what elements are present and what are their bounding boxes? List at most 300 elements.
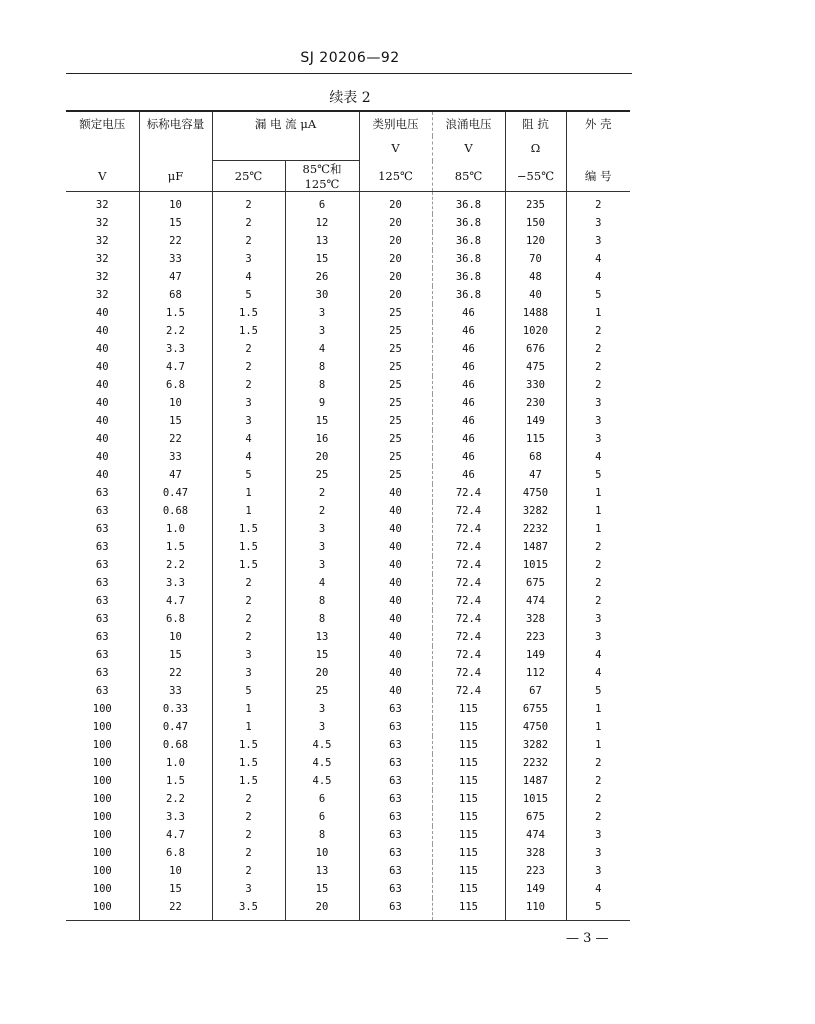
category-voltage-cell: 25 — [359, 394, 432, 412]
impedance-cell: 1487 — [505, 538, 566, 556]
rated-voltage-cell: 100 — [92, 739, 112, 751]
surge-voltage-cell: 72.4 — [432, 520, 505, 538]
leakage-25c-cell: 5 — [212, 682, 285, 700]
surge-voltage-cell: 46 — [432, 358, 505, 376]
category-voltage-cell: 25 — [359, 322, 432, 340]
impedance-cell: 4750 — [505, 718, 566, 736]
case-code-cell: 5 — [566, 466, 630, 484]
category-voltage-cell: 63 — [359, 754, 432, 772]
category-voltage-cell: 40 — [359, 682, 432, 700]
case-code-cell: 3 — [566, 862, 630, 880]
capacitance-cell: 4.7 — [139, 358, 212, 376]
leakage-85-125c-cell: 9 — [285, 394, 359, 412]
capacitance-cell: 1.5 — [139, 304, 212, 322]
rated-voltage-cell: 63 — [95, 487, 109, 499]
capacitance-cell: 0.68 — [139, 736, 212, 754]
capacitance-cell: 47 — [139, 466, 212, 484]
leakage-25c-cell: 1.5 — [212, 556, 285, 574]
impedance-cell: 3282 — [505, 736, 566, 754]
rated-voltage-cell: 100 — [92, 811, 112, 823]
capacitance-cell: 15 — [139, 646, 212, 664]
leakage-25c-cell: 1.5 — [212, 520, 285, 538]
document-code: SJ 20206—92 — [300, 50, 400, 66]
rated-voltage-cell: 40 — [95, 343, 109, 355]
category-voltage-cell: 40 — [359, 592, 432, 610]
rated-voltage-cell: 100 — [92, 847, 112, 859]
category-voltage-cell: 63 — [359, 844, 432, 862]
surge-voltage-cell: 115 — [432, 772, 505, 790]
leakage-25c-cell: 1 — [212, 484, 285, 502]
surge-voltage-cell: 72.4 — [432, 574, 505, 592]
rated-voltage-cell: 100 — [92, 793, 112, 805]
impedance-cell: 149 — [505, 880, 566, 898]
leakage-85-125c-cell: 13 — [285, 628, 359, 646]
category-voltage-cell: 25 — [359, 304, 432, 322]
category-voltage-cell: 63 — [359, 718, 432, 736]
leakage-85-125c-cell: 4.5 — [285, 772, 359, 790]
leakage-85-125c-cell: 20 — [285, 664, 359, 682]
table-title: 续表 2 — [329, 90, 371, 106]
header-surge-voltage-unit: V — [432, 136, 505, 161]
header-filler — [139, 136, 212, 161]
leakage-25c-cell: 3 — [212, 250, 285, 268]
leakage-25c-cell: 1.5 — [212, 754, 285, 772]
leakage-85-125c-cell: 3 — [285, 718, 359, 736]
capacitance-cell: 33 — [139, 682, 212, 700]
impedance-cell: 328 — [505, 610, 566, 628]
header-filler — [66, 136, 139, 161]
surge-voltage-cell: 36.8 — [432, 250, 505, 268]
capacitance-cell: 22 — [139, 232, 212, 250]
capacitance-cell: 2.2 — [139, 322, 212, 340]
case-code-cell: 2 — [566, 192, 630, 215]
leakage-25c-cell: 3 — [212, 412, 285, 430]
capacitance-cell: 10 — [139, 394, 212, 412]
impedance-cell: 675 — [505, 574, 566, 592]
rated-voltage-cell: 100 — [92, 703, 112, 715]
case-code-cell: 2 — [566, 538, 630, 556]
rated-voltage-cell: 100 — [92, 883, 112, 895]
impedance-cell: 1015 — [505, 556, 566, 574]
category-voltage-cell: 40 — [359, 538, 432, 556]
surge-voltage-cell: 46 — [432, 394, 505, 412]
rated-voltage-cell: 63 — [95, 505, 109, 517]
leakage-85-125c-cell: 20 — [285, 448, 359, 466]
table-row — [66, 844, 630, 862]
table-row — [66, 610, 630, 628]
table-row — [66, 412, 630, 430]
table-row — [66, 268, 630, 286]
capacitance-cell: 15 — [139, 214, 212, 232]
capacitance-cell: 1.0 — [139, 520, 212, 538]
surge-voltage-cell: 115 — [432, 754, 505, 772]
capacitance-cell: 1.5 — [139, 772, 212, 790]
impedance-cell: 110 — [505, 898, 566, 921]
spec-table — [66, 110, 630, 921]
leakage-85-125c-cell: 3 — [285, 520, 359, 538]
surge-voltage-cell: 72.4 — [432, 556, 505, 574]
surge-voltage-cell: 72.4 — [432, 628, 505, 646]
surge-voltage-cell: 115 — [432, 808, 505, 826]
case-code-cell: 2 — [566, 772, 630, 790]
leakage-25c-cell: 2 — [212, 610, 285, 628]
category-voltage-cell: 25 — [359, 340, 432, 358]
leakage-85-125c-cell: 25 — [285, 682, 359, 700]
table-row — [66, 430, 630, 448]
table-row — [66, 808, 630, 826]
header-leakage-current: 漏 电 流 μA — [212, 111, 359, 136]
leakage-85-125c-cell: 8 — [285, 358, 359, 376]
leakage-25c-cell: 4 — [212, 448, 285, 466]
surge-voltage-cell: 72.4 — [432, 592, 505, 610]
table-row — [66, 664, 630, 682]
leakage-25c-cell: 3 — [212, 646, 285, 664]
surge-voltage-cell: 36.8 — [432, 214, 505, 232]
case-code-cell: 4 — [566, 268, 630, 286]
category-voltage-cell: 40 — [359, 628, 432, 646]
surge-voltage-cell: 46 — [432, 304, 505, 322]
table-row — [66, 376, 630, 394]
capacitance-cell: 4.7 — [139, 592, 212, 610]
leakage-25c-cell: 1.5 — [212, 322, 285, 340]
rated-voltage-cell: 63 — [95, 613, 109, 625]
table-row — [66, 394, 630, 412]
leakage-25c-cell: 5 — [212, 286, 285, 304]
case-code-cell: 3 — [566, 610, 630, 628]
case-code-cell: 3 — [566, 394, 630, 412]
table-row — [66, 880, 630, 898]
table-row — [66, 448, 630, 466]
impedance-cell: 1488 — [505, 304, 566, 322]
leakage-25c-cell: 2 — [212, 192, 285, 215]
case-code-cell: 3 — [566, 844, 630, 862]
table-row — [66, 322, 630, 340]
capacitance-cell: 10 — [139, 628, 212, 646]
table-row — [66, 520, 630, 538]
impedance-cell: 4750 — [505, 484, 566, 502]
leakage-25c-cell: 1.5 — [212, 538, 285, 556]
leakage-25c-cell: 1 — [212, 502, 285, 520]
rated-voltage-cell: 100 — [92, 757, 112, 769]
table-row — [66, 592, 630, 610]
table-row — [66, 862, 630, 880]
leakage-85-125c-cell: 10 — [285, 844, 359, 862]
leakage-85-125c-cell: 15 — [285, 412, 359, 430]
leakage-85-125c-cell: 25 — [285, 466, 359, 484]
surge-voltage-cell: 46 — [432, 340, 505, 358]
category-voltage-cell: 40 — [359, 502, 432, 520]
category-voltage-cell: 25 — [359, 358, 432, 376]
impedance-cell: 1487 — [505, 772, 566, 790]
leakage-85-125c-cell: 6 — [285, 808, 359, 826]
leakage-85-125c-cell: 20 — [285, 898, 359, 921]
surge-voltage-cell: 46 — [432, 412, 505, 430]
table-row — [66, 358, 630, 376]
rated-voltage-cell: 100 — [66, 898, 139, 921]
rated-voltage-cell: 40 — [95, 379, 109, 391]
rated-voltage-cell: 40 — [95, 361, 109, 373]
leakage-25c-cell: 5 — [212, 466, 285, 484]
header-leakage-85-125c: 85℃和125℃ — [285, 161, 359, 192]
case-code-cell: 3 — [566, 232, 630, 250]
case-code-cell: 3 — [566, 628, 630, 646]
leakage-25c-cell: 2 — [212, 862, 285, 880]
surge-voltage-cell: 115 — [432, 718, 505, 736]
leakage-25c-cell: 1 — [212, 718, 285, 736]
case-code-cell: 1 — [566, 502, 630, 520]
leakage-85-125c-cell: 6 — [285, 790, 359, 808]
category-voltage-cell: 63 — [359, 862, 432, 880]
impedance-cell: 1020 — [505, 322, 566, 340]
case-code-cell: 5 — [566, 286, 630, 304]
leakage-85-125c-cell: 4 — [285, 340, 359, 358]
case-code-cell: 2 — [566, 754, 630, 772]
capacitance-cell: 10 — [139, 862, 212, 880]
rated-voltage-cell: 40 — [95, 469, 109, 481]
rated-voltage-cell: 40 — [95, 325, 109, 337]
surge-voltage-cell: 46 — [432, 376, 505, 394]
impedance-cell: 223 — [505, 862, 566, 880]
surge-voltage-cell: 115 — [432, 736, 505, 754]
rated-voltage-cell: 100 — [92, 865, 112, 877]
surge-voltage-cell: 36.8 — [432, 232, 505, 250]
category-voltage-cell: 63 — [359, 790, 432, 808]
table-row — [66, 898, 630, 921]
leakage-85-125c-cell: 3 — [285, 538, 359, 556]
surge-voltage-cell: 115 — [432, 700, 505, 718]
leakage-25c-cell: 3 — [212, 880, 285, 898]
impedance-cell: 70 — [505, 250, 566, 268]
table-row — [66, 646, 630, 664]
category-voltage-cell: 25 — [359, 430, 432, 448]
header-surge-voltage: 浪涌电压 — [432, 111, 505, 136]
impedance-cell: 474 — [505, 826, 566, 844]
header-impedance-unit: Ω — [505, 136, 566, 161]
category-voltage-cell: 20 — [359, 286, 432, 304]
category-voltage-cell: 20 — [359, 192, 432, 215]
rated-voltage-cell: 63 — [95, 685, 109, 697]
impedance-cell: 67 — [505, 682, 566, 700]
header-leakage-25c: 25℃ — [212, 161, 285, 192]
category-voltage-cell: 63 — [359, 898, 432, 921]
category-voltage-cell: 40 — [359, 610, 432, 628]
leakage-25c-cell: 2 — [212, 574, 285, 592]
leakage-25c-cell: 2 — [212, 808, 285, 826]
impedance-cell: 2232 — [505, 754, 566, 772]
surge-voltage-cell: 72.4 — [432, 646, 505, 664]
surge-voltage-cell: 115 — [432, 844, 505, 862]
category-voltage-cell: 40 — [359, 520, 432, 538]
capacitance-cell: 22 — [139, 898, 212, 921]
leakage-85-125c-cell: 15 — [285, 250, 359, 268]
table-row — [66, 682, 630, 700]
header-impedance-temp: −55℃ — [505, 161, 566, 192]
case-code-cell: 3 — [566, 826, 630, 844]
surge-voltage-cell: 115 — [432, 826, 505, 844]
surge-voltage-cell: 36.8 — [432, 268, 505, 286]
case-code-cell: 3 — [566, 430, 630, 448]
table-row — [66, 718, 630, 736]
category-voltage-cell: 25 — [359, 448, 432, 466]
case-code-cell: 2 — [566, 376, 630, 394]
table-body — [66, 192, 630, 921]
capacitance-cell: 68 — [139, 286, 212, 304]
case-code-cell: 2 — [566, 592, 630, 610]
leakage-25c-cell: 2 — [212, 340, 285, 358]
surge-voltage-cell: 72.4 — [432, 610, 505, 628]
category-voltage-cell: 40 — [359, 664, 432, 682]
leakage-85-125c-cell: 4.5 — [285, 754, 359, 772]
capacitance-cell: 22 — [139, 664, 212, 682]
leakage-25c-cell: 2 — [212, 592, 285, 610]
rated-voltage-cell: 63 — [95, 523, 109, 535]
table-row — [66, 192, 630, 215]
table-row — [66, 538, 630, 556]
case-code-cell: 4 — [566, 448, 630, 466]
table-row — [66, 574, 630, 592]
table-row — [66, 304, 630, 322]
capacitance-cell: 4.7 — [139, 826, 212, 844]
capacitance-cell: 47 — [139, 268, 212, 286]
rated-voltage-cell: 32 — [95, 199, 109, 211]
header-category-voltage-temp: 125℃ — [359, 161, 432, 192]
leakage-85-125c-cell: 13 — [285, 232, 359, 250]
table-row — [66, 340, 630, 358]
table-row — [66, 790, 630, 808]
rated-voltage-cell: 40 — [95, 307, 109, 319]
leakage-25c-cell: 4 — [212, 430, 285, 448]
impedance-cell: 149 — [505, 412, 566, 430]
leakage-85-125c-cell: 8 — [285, 610, 359, 628]
case-code-cell: 1 — [566, 700, 630, 718]
surge-voltage-cell: 46 — [432, 466, 505, 484]
rated-voltage-cell: 63 — [95, 595, 109, 607]
leakage-25c-cell: 2 — [212, 232, 285, 250]
table-row — [66, 628, 630, 646]
impedance-cell: 47 — [505, 466, 566, 484]
rated-voltage-cell: 63 — [95, 559, 109, 571]
case-code-cell: 1 — [566, 718, 630, 736]
surge-voltage-cell: 36.8 — [432, 192, 505, 215]
surge-voltage-cell: 46 — [432, 322, 505, 340]
header-category-voltage-unit: V — [359, 136, 432, 161]
leakage-25c-cell: 3 — [212, 664, 285, 682]
leakage-85-125c-cell: 2 — [285, 502, 359, 520]
surge-voltage-cell: 72.4 — [432, 484, 505, 502]
leakage-85-125c-cell: 6 — [285, 192, 359, 215]
case-code-cell: 4 — [566, 664, 630, 682]
category-voltage-cell: 20 — [359, 250, 432, 268]
surge-voltage-cell: 46 — [432, 448, 505, 466]
case-code-cell: 5 — [566, 898, 630, 921]
leakage-85-125c-cell: 8 — [285, 592, 359, 610]
leakage-85-125c-cell: 4.5 — [285, 736, 359, 754]
leakage-85-125c-cell: 15 — [285, 880, 359, 898]
surge-voltage-cell: 72.4 — [432, 682, 505, 700]
case-code-cell: 2 — [566, 322, 630, 340]
table-row — [66, 214, 630, 232]
leakage-85-125c-cell: 30 — [285, 286, 359, 304]
header-case-code: 编 号 — [566, 161, 630, 192]
rated-voltage-cell: 40 — [95, 415, 109, 427]
surge-voltage-cell: 72.4 — [432, 502, 505, 520]
case-code-cell: 3 — [566, 214, 630, 232]
surge-voltage-cell: 115 — [432, 790, 505, 808]
category-voltage-cell: 63 — [359, 826, 432, 844]
impedance-cell: 328 — [505, 844, 566, 862]
rated-voltage-cell: 40 — [95, 433, 109, 445]
rated-voltage-cell: 100 — [92, 721, 112, 733]
category-voltage-cell: 40 — [359, 574, 432, 592]
category-voltage-cell: 40 — [359, 484, 432, 502]
rated-voltage-cell: 63 — [95, 667, 109, 679]
table-row — [66, 250, 630, 268]
table-row — [66, 466, 630, 484]
leakage-25c-cell: 2 — [212, 358, 285, 376]
table-row — [66, 772, 630, 790]
rated-voltage-cell: 100 — [92, 775, 112, 787]
capacitance-cell: 6.8 — [139, 610, 212, 628]
table-row — [66, 286, 630, 304]
table-row — [66, 502, 630, 520]
case-code-cell: 2 — [566, 340, 630, 358]
case-code-cell: 2 — [566, 790, 630, 808]
capacitance-cell: 0.33 — [139, 700, 212, 718]
case-code-cell: 1 — [566, 520, 630, 538]
capacitance-cell: 22 — [139, 430, 212, 448]
leakage-25c-cell: 2 — [212, 628, 285, 646]
category-voltage-cell: 63 — [359, 736, 432, 754]
capacitance-cell: 15 — [139, 880, 212, 898]
table-row — [66, 232, 630, 250]
impedance-cell: 149 — [505, 646, 566, 664]
impedance-cell: 676 — [505, 340, 566, 358]
category-voltage-cell: 25 — [359, 466, 432, 484]
surge-voltage-cell: 115 — [432, 898, 505, 921]
capacitance-cell: 1.5 — [139, 538, 212, 556]
case-code-cell: 2 — [566, 358, 630, 376]
category-voltage-cell: 20 — [359, 232, 432, 250]
table-row — [66, 484, 630, 502]
category-voltage-cell: 20 — [359, 268, 432, 286]
header-capacitance-unit: μF — [139, 161, 212, 192]
table-row — [66, 826, 630, 844]
capacitance-cell: 0.68 — [139, 502, 212, 520]
header-capacitance: 标称电容量 — [139, 111, 212, 136]
case-code-cell: 5 — [566, 682, 630, 700]
impedance-cell: 48 — [505, 268, 566, 286]
capacitance-cell: 0.47 — [139, 484, 212, 502]
surge-voltage-cell: 46 — [432, 430, 505, 448]
leakage-85-125c-cell: 15 — [285, 646, 359, 664]
leakage-25c-cell: 1.5 — [212, 736, 285, 754]
impedance-cell: 475 — [505, 358, 566, 376]
capacitance-cell: 6.8 — [139, 844, 212, 862]
leakage-25c-cell: 3 — [212, 394, 285, 412]
capacitance-cell: 0.47 — [139, 718, 212, 736]
impedance-cell: 330 — [505, 376, 566, 394]
category-voltage-cell: 63 — [359, 808, 432, 826]
capacitance-cell: 3.3 — [139, 340, 212, 358]
leakage-85-125c-cell: 3 — [285, 556, 359, 574]
case-code-cell: 2 — [566, 574, 630, 592]
rated-voltage-cell: 32 — [95, 289, 109, 301]
case-code-cell: 4 — [566, 646, 630, 664]
impedance-cell: 150 — [505, 214, 566, 232]
capacitance-cell: 3.3 — [139, 808, 212, 826]
rated-voltage-cell: 63 — [95, 631, 109, 643]
leakage-85-125c-cell: 3 — [285, 700, 359, 718]
